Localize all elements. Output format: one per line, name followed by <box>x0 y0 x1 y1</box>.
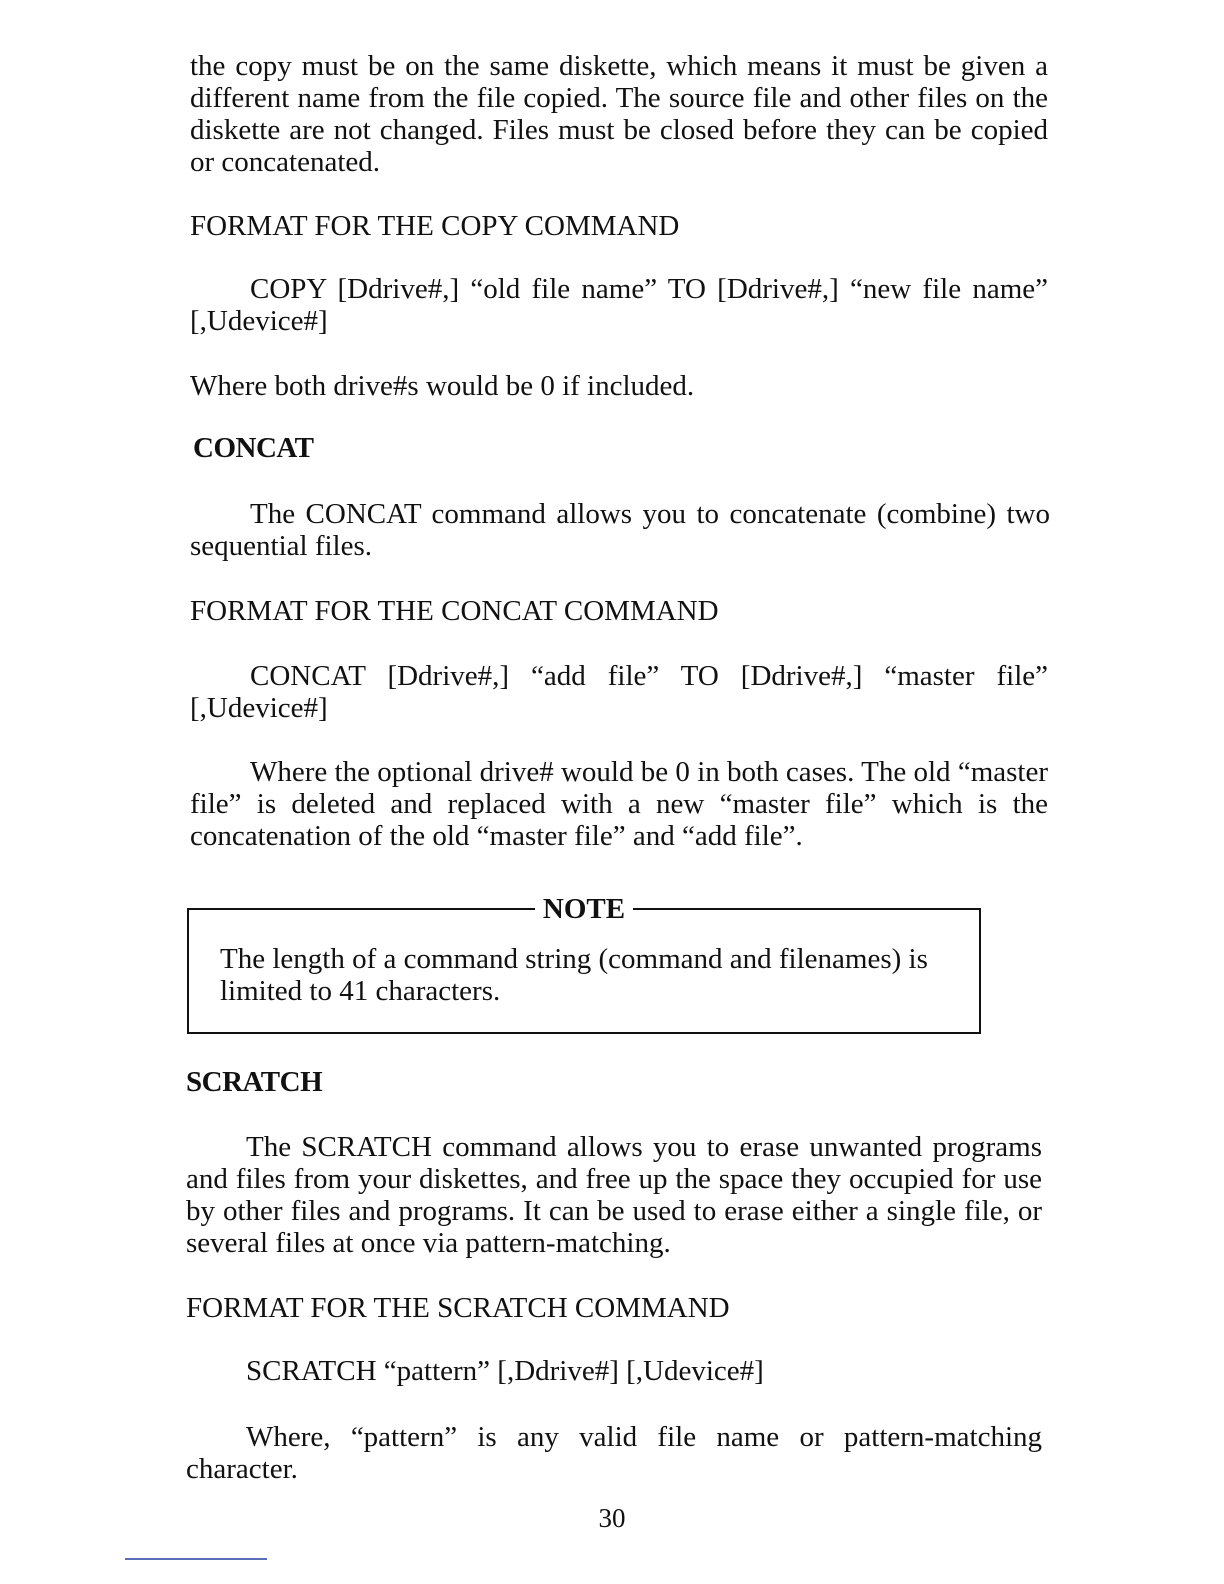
note-text: The length of a command string (command and filenames) is limited to 41 characters. <box>220 943 928 1007</box>
copy-where-paragraph: Where both drive#s would be 0 if included. <box>190 370 695 402</box>
scratch-format-heading: FORMAT FOR THE SCRATCH COMMAND <box>186 1292 730 1324</box>
scratch-heading: SCRATCH <box>186 1066 323 1098</box>
concat-format-heading: FORMAT FOR THE CONCAT COMMAND <box>190 595 719 627</box>
scratch-where-paragraph: Where, “pattern” is any valid file name or pattern-matching character. <box>186 1421 1042 1485</box>
copy-format-heading: FORMAT FOR THE COPY COMMAND <box>190 210 680 242</box>
copy-intro-paragraph: the copy must be on the same diskette, which means it must be given a different name from the file copied. The source file and other files on the diskette are not changed. Files must be closed before they can be copied or concatenated. <box>190 50 1048 178</box>
note-title-text: NOTE <box>535 893 633 925</box>
concat-where-paragraph: Where the optional drive# would be 0 in both cases. The old “master file” is deleted and replaced with a new “master file” which is the concatenation of the old “master file” and “add file”. <box>190 756 1048 852</box>
footer-rule <box>125 1558 267 1560</box>
concat-intro-paragraph: The CONCAT command allows you to concatenate (combine) two sequential files. <box>190 498 1050 562</box>
note-title <box>187 893 981 925</box>
scratch-intro-paragraph: The SCRATCH command allows you to erase unwanted programs and files from your diskettes, and free up the space they occupied for use by other files and programs. It can be used to erase either a single file, or several files at once via pattern-matching. <box>186 1131 1042 1259</box>
concat-heading: CONCAT <box>193 432 314 464</box>
concat-syntax: CONCAT [Ddrive#,] “add file” TO [Ddrive#,] “master file” [,Udevice#] <box>190 660 1048 724</box>
page-number: 30 <box>598 1503 626 1533</box>
scratch-syntax: SCRATCH “pattern” [,Ddrive#] [,Udevice#] <box>246 1355 764 1387</box>
copy-syntax: COPY [Ddrive#,] “old file name” TO [Ddrive#,] “new file name” [,Udevice#] <box>190 273 1048 337</box>
